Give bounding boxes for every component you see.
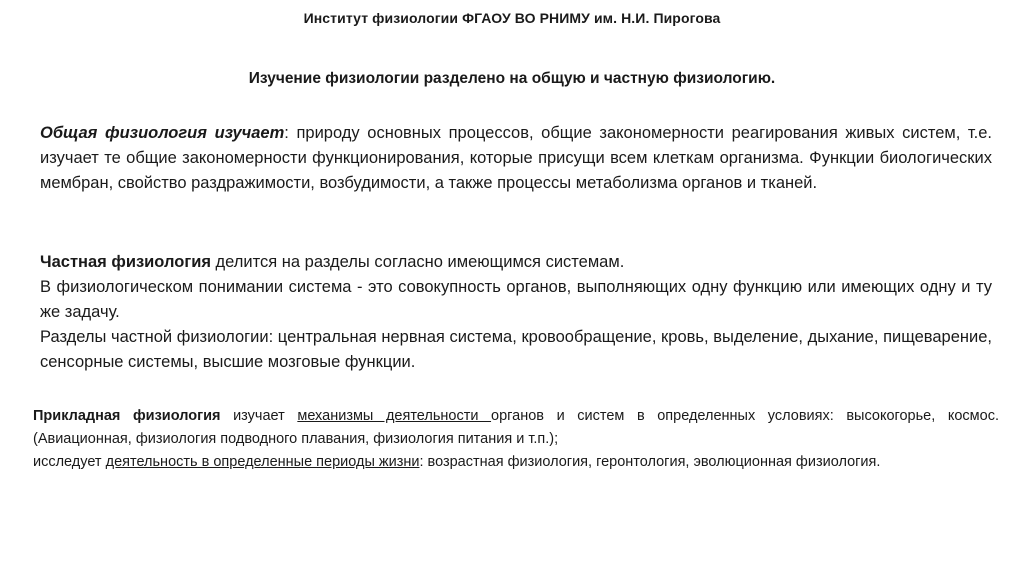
special-physiology-text: делится на разделы согласно имеющимся системам. [210, 253, 625, 271]
applied-text-2: органов и систем в определенных условиях: высокогорье, космос. (Авиационная, физиология подводного плавания, физиология питания и т.п.); [33, 408, 999, 447]
applied-physiology-line-2 [33, 451, 999, 474]
general-physiology-block [40, 121, 992, 196]
institute-header: Институт физиологии ФГАОУ ВО РНИМУ им. Н.И. Пирогова [303, 10, 721, 26]
applied-text-4: : возрастная физиология, геронтология, эволюционная физиология. [419, 454, 881, 470]
special-physiology-paragraph [40, 250, 992, 275]
general-physiology-text: : природу основных процессов, общие закономерности реагирования живых систем, т.е. изучает те общие закономерности функционирования, которые присущи всем клеткам организма. Функции биологических мембран, свойство раздражимости, возбудимости, а также процессы метаболизма органов и тканей. [40, 124, 992, 192]
applied-physiology-line-1 [33, 405, 999, 451]
special-physiology-block [40, 250, 992, 375]
system-definition-paragraph: В физиологическом понимании система - это совокупность органов, выполняющих одну функцию или имеющих одну и ту же задачу. [40, 278, 992, 321]
applied-physiology-block [33, 405, 999, 474]
special-sections-paragraph: Разделы частной физиологии: центральная нервная система, кровообращение, кровь, выделение, дыхание, пищеварение, сенсорные системы, высшие мозговые функции. [40, 328, 992, 371]
general-physiology-term: Общая физиология изучает [40, 124, 285, 142]
slide-subtitle: Изучение физиологии разделено на общую и частную физиологию. [248, 70, 776, 87]
applied-physiology-term: Прикладная физиология [33, 408, 221, 424]
general-physiology-paragraph [40, 121, 992, 196]
applied-underline-mechanisms: механизмы деятельности [297, 408, 492, 424]
applied-text-3: исследует [33, 454, 106, 470]
applied-underline-periods: деятельность в определенные периоды жизни [105, 454, 420, 470]
special-physiology-term: Частная физиология [40, 253, 211, 271]
applied-text-1: изучает [220, 408, 298, 424]
